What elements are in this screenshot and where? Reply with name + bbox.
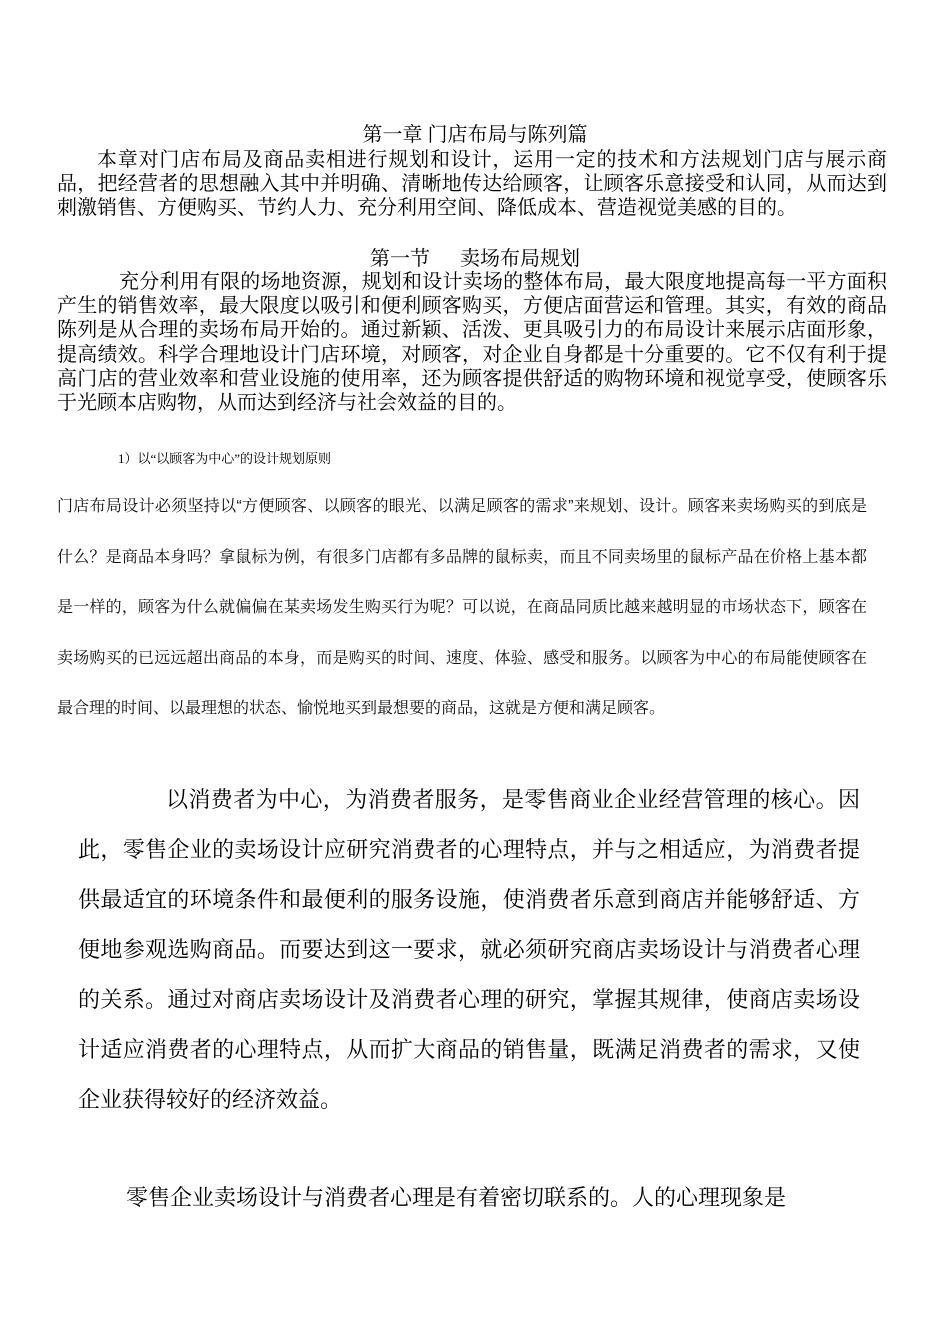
- chapter-intro-paragraph: 本章对门店布局及商品卖相进行规划和设计，运用一定的技术和方法规划门店与展示商品，把经营者的思想融入其中并明确、清晰地传达给顾客，让顾客乐意接受和认同，从而达到刺激销售、方便购买、节约人力、充分利用空间、降低成本、营造视觉美感的目的。: [57, 149, 887, 219]
- section-body-paragraph: 充分利用有限的场地资源，规划和设计卖场的整体布局，最大限度地提高每一平方面积产生的销售效率，最大限度以吸引和便利顾客购买，方便店面营运和管理。其实，有效的商品陈列是从合理的卖场布局开始的。通过新颖、活泼、更具吸引力的布局设计来展示店面形象，提高绩效。科学合理地设计门店环境，对顾客，对企业自身都是十分重要的。它不仅有利于提高门店的营业效率和营业设施的使用率，还为顾客提供舒适的购物环境和视觉享受，使顾客乐于光顾本店购物，从而达到经济与社会效益的目的。: [57, 271, 887, 415]
- section-title: 第一节 卖场布局规划: [370, 248, 580, 270]
- chapter-title: 第一章 门店布局与陈列篇: [362, 124, 588, 146]
- principle-heading: 1）以“以顾客为中心”的设计规划原则: [118, 451, 332, 466]
- consumer-paragraph-2: 零售企业卖场设计与消费者心理是有着密切联系的。人的心理现象是: [126, 1186, 787, 1211]
- consumer-paragraph-1: 以消费者为中心，为消费者服务，是零售商业企业经营管理的核心。因此，零售企业的卖场设计应研究消费者的心理特点，并与之相适应，为消费者提供最适宜的环境条件和最便利的服务设施，使消费者乐意到商店并能够舒适、方便地参观选购商品。而要达到这一要求，就必须研究商店卖场设计与消费者心理的关系。通过对商店卖场设计及消费者心理的研究，掌握其规律，使商店卖场设计适应消费者的心理特点，从而扩大商品的销售量，既满足消费者的需求，又使企业获得较好的经济效益。: [78, 788, 860, 1113]
- principle-body-paragraph: 门店布局设计必须坚持以“方便顾客、以顾客的眼光、以满足顾客的需求”来规划、设计。顾客来卖场购买的到底是什么？是商品本身吗？拿鼠标为例，有很多门店都有多品牌的鼠标卖，而且不同卖场里的鼠标产品在价格上基本都是一样的，顾客为什么就偏偏在某卖场发生购买行为呢？可以说，在商品同质比越来越明显的市场状态下，顾客在卖场购买的已远远超出商品的本身，而是购买的时间、速度、体验、感受和服务。以顾客为中心的布局能使顾客在最合理的时间、以最理想的状态、愉悦地买到最想要的商品，这就是方便和满足顾客。: [57, 498, 867, 717]
